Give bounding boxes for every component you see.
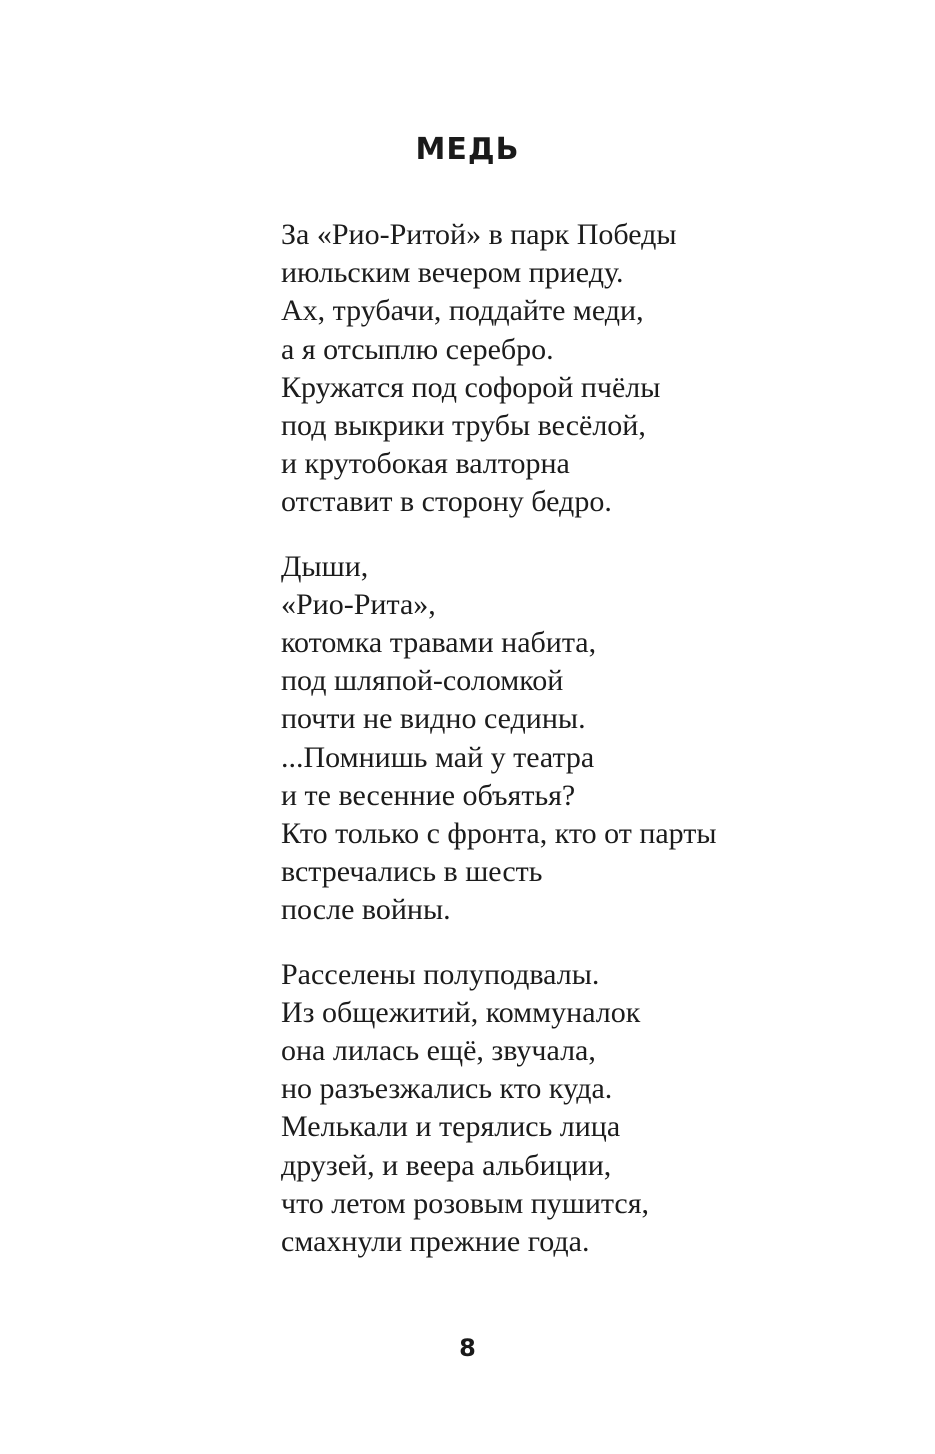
poem-line: смахнули прежние года. [281, 1225, 590, 1259]
poem-line: Дыши, [281, 549, 369, 583]
poem-body [281, 216, 901, 1287]
stanza-3 [281, 956, 901, 1262]
poem-line: отставит в сторону бедро. [281, 485, 612, 519]
poem-line: июльским вечером приеду. [281, 256, 624, 290]
poem-line: и крутобокая валторна [281, 447, 570, 481]
poem-line: почти не видно седины. [281, 702, 586, 736]
poem-line: Кто только с фронта, кто от парты [281, 817, 717, 851]
poem-line: что летом розовым пушится, [281, 1186, 649, 1220]
poem-line: встречались в шесть [281, 855, 543, 889]
poem-line: ...Помнишь май у театра [281, 740, 595, 774]
poem-line: Расселены полуподвалы. [281, 957, 600, 991]
poem-title: МЕДЬ [415, 132, 520, 167]
poem-line: но разъезжались кто куда. [281, 1072, 613, 1106]
poem-line: За «Рио-Ритой» в парк Победы [281, 218, 677, 251]
poem-line: «Рио-Рита», [281, 587, 436, 621]
poem-line: она лилась ещё, звучала, [281, 1034, 596, 1068]
poem-line: под выкрики трубы весёлой, [281, 409, 646, 443]
poem-line: Кружатся под софорой пчёлы [281, 370, 661, 404]
poem-line: а я отсыплю серебро. [281, 332, 554, 366]
page-number: 8 [459, 1334, 476, 1362]
poem-line: под шляпой-соломкой [281, 664, 564, 698]
poem-line: после войны. [281, 893, 451, 927]
poem-line: Ах, трубачи, поддайте меди, [281, 294, 644, 328]
stanza-2 [281, 548, 901, 930]
stanza-1 [281, 216, 901, 522]
poem-line: и те весенние объятья? [281, 778, 576, 812]
poem-line: друзей, и веера альбиции, [281, 1148, 612, 1182]
poem-line: Мелькали и терялись лица [281, 1110, 621, 1144]
poem-line: Из общежитий, коммуналок [281, 995, 641, 1029]
poem-line: котомка травами набита, [281, 626, 597, 660]
